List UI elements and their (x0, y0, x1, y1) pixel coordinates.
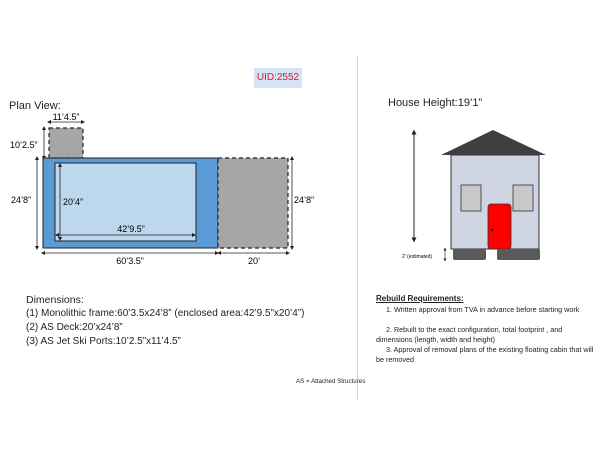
house-door (488, 204, 511, 249)
house-window-left (461, 185, 481, 211)
frame-width-label: 60’3.5” (116, 256, 144, 266)
jet-ski-port (49, 128, 83, 158)
frame-height-label: 24’8” (11, 195, 32, 205)
dimensions-title: Dimensions: (26, 294, 84, 306)
plan-view-title: Plan View: (9, 100, 61, 112)
uid-badge: UID:2552 (254, 68, 302, 88)
dimension-item-jet-ski: (3) AS Jet Ski Ports:10’2.5”x11’4.5” (26, 336, 181, 347)
enclosed-width-label: 42’9.5” (117, 224, 145, 234)
foundation-right (497, 249, 540, 260)
jet-ski-width-label: 11’4.5” (52, 112, 80, 122)
deck-width-label: 20’ (247, 256, 261, 266)
foundation-left (453, 249, 486, 260)
jet-ski-height-label: 10’2.5” (10, 140, 38, 150)
house-roof (441, 130, 546, 155)
requirement-item-removal: 3. Approval of removal plans of the existing floating cabin that will be removed (376, 345, 594, 364)
deck-height-label: 24’8” (294, 195, 315, 205)
requirement-item-configuration: 2. Rebuilt to the exact configuration, total footprint , and dimensions (length, width and height) (376, 325, 563, 344)
enclosed-height-label: 20’4” (63, 197, 84, 207)
house-window-right (513, 185, 533, 211)
requirement-item-approval: 1. Written approval from TVA in advance before starting work (386, 305, 580, 314)
dimension-item-frame: (1) Monolithic frame:60’3.5x24’8” (enclosed area:42’9.5”x20’4”) (26, 308, 305, 319)
door-knob (491, 229, 494, 232)
as-deck (218, 158, 288, 248)
dimension-item-deck: (2) AS Deck:20’x24’8” (26, 322, 123, 333)
footnote: AS = Attached Structures (296, 378, 366, 385)
house-height-title: House Height:19’1” (388, 97, 483, 109)
requirements-title: Rebuild Requirements: (376, 294, 464, 303)
foundation-height-label: 2’ (estimated) (402, 254, 433, 260)
